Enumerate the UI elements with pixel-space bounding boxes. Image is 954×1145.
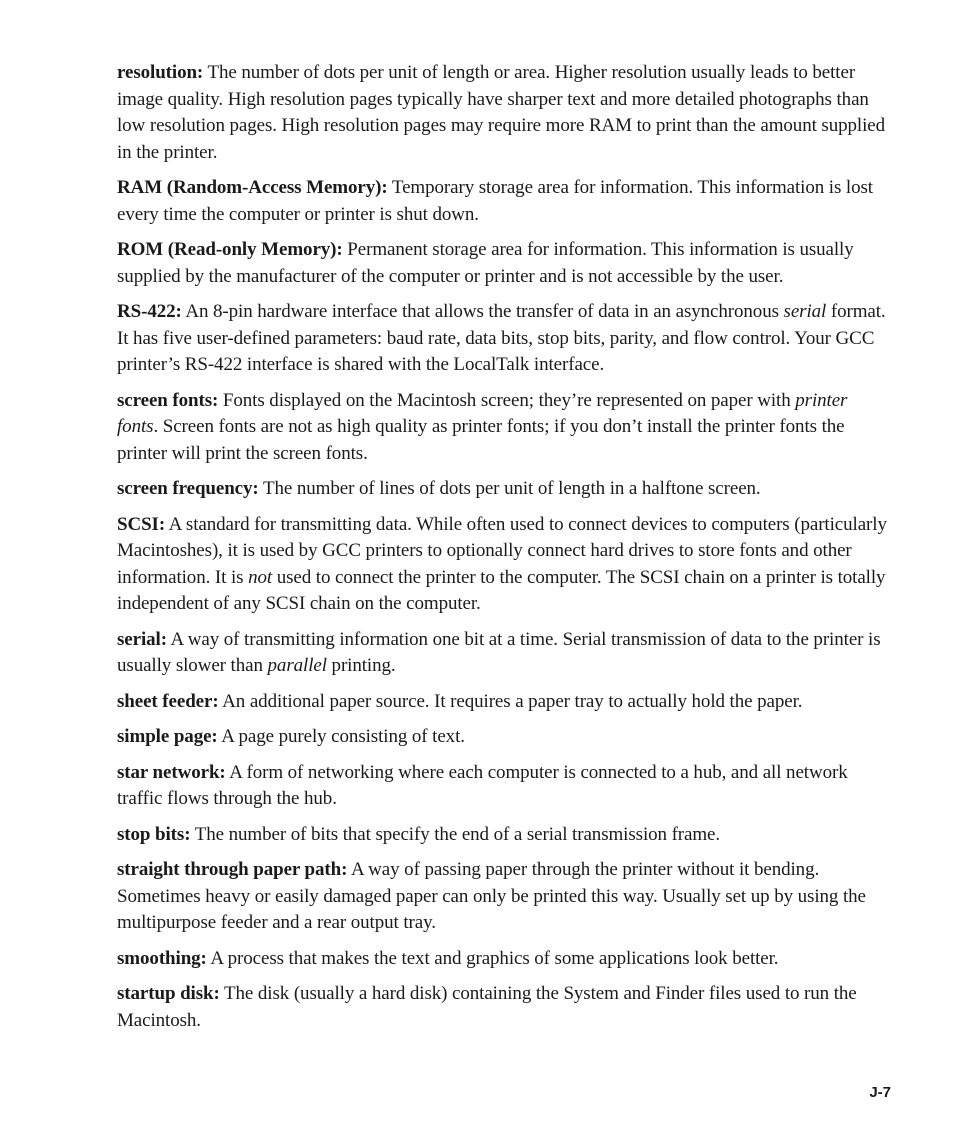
glossary-entry	[117, 822, 892, 849]
emphasized-text: parallel	[267, 655, 327, 676]
glossary-term: serial:	[117, 628, 167, 650]
definition-text: A standard for transmitting data. While often used to connect devices to computers (particularly Macintoshes), it is used by GCC printers to optionally connect hard drives to store fonts and other information. It is	[117, 513, 887, 588]
glossary-entry	[117, 237, 892, 290]
definition-text: . Screen fonts are not as high quality as printer fonts; if you don’t install the printer fonts the printer will print the screen fonts.	[117, 416, 845, 464]
glossary-entry	[117, 175, 892, 228]
definition-text: An additional paper source. It requires a paper tray to actually hold the paper.	[218, 690, 803, 712]
glossary-entry	[117, 388, 892, 468]
glossary-entry	[117, 724, 892, 751]
glossary-entry	[117, 60, 892, 166]
definition-text: Permanent storage area for information. This information is usually supplied by the manufacturer of the computer or printer and is not accessible by the user.	[117, 239, 854, 287]
glossary-term: ROM (Read-only Memory):	[117, 239, 343, 260]
glossary-entry	[117, 627, 892, 680]
glossary-entry	[117, 476, 892, 503]
definition-text: format. It has five user-defined parameters: baud rate, data bits, stop bits, parity, and flow control. Your GCC printer’s RS-422 interface is shared with the LocalTalk interface.	[117, 301, 886, 375]
glossary-entry	[117, 689, 892, 716]
glossary-entry	[117, 857, 892, 937]
definition-text: Fonts displayed on the Macintosh screen; they’re represented on paper with	[218, 389, 796, 411]
definition-text: printing.	[326, 655, 396, 676]
glossary-entry	[117, 299, 892, 379]
definition-text: An 8-pin hardware interface that allows the transfer of data in an asynchronous	[181, 301, 784, 322]
glossary-term: resolution:	[117, 62, 204, 83]
definition-text: A way of transmitting information one bit at a time. Serial transmission of data to the printer is usually slower than	[117, 628, 881, 676]
glossary-term: SCSI:	[117, 513, 166, 535]
glossary-term: smoothing:	[117, 947, 207, 969]
definition-text: The number of lines of dots per unit of length in a halftone screen.	[258, 478, 761, 499]
glossary-term: RAM (Random-Access Memory):	[117, 177, 388, 198]
emphasized-text: not	[248, 566, 273, 588]
definition-text: A page purely consisting of text.	[217, 726, 465, 747]
glossary-term: straight through paper path:	[117, 859, 348, 880]
emphasized-text: serial	[783, 301, 827, 322]
glossary-entry	[117, 512, 892, 618]
glossary-term: star network:	[117, 761, 226, 783]
glossary-term: screen fonts:	[117, 389, 219, 411]
definition-text: A process that makes the text and graphics of some applications look better.	[206, 947, 779, 969]
definition-text: The number of bits that specify the end of a serial transmission frame.	[190, 823, 721, 845]
glossary-term: startup disk:	[117, 983, 220, 1004]
definition-text: A form of networking where each computer is connected to a hub, and all network traffic flows through the hub.	[117, 761, 848, 809]
glossary-term: sheet feeder:	[117, 690, 219, 712]
emphasized-text: printer fonts	[117, 389, 848, 437]
definition-text: The number of dots per unit of length or area. Higher resolution usually leads to better image quality. High resolution pages typically have sharper text and more detailed photographs than low resolution pages. High resolution pages may require more RAM to print than the amount supplied in the printer.	[117, 62, 886, 163]
glossary-term: stop bits:	[117, 823, 191, 845]
definition-text: used to connect the printer to the computer. The SCSI chain on a printer is totally independent of any SCSI chain on the computer.	[117, 566, 886, 614]
definition-text: The disk (usually a hard disk) containing the System and Finder files used to run the Macintosh.	[117, 983, 857, 1031]
glossary-entry	[117, 946, 892, 973]
glossary-list	[117, 60, 892, 1043]
glossary-term: RS-422:	[117, 301, 182, 322]
page-number: J-7	[869, 1084, 891, 1101]
glossary-term: simple page:	[117, 726, 218, 747]
glossary-term: screen frequency:	[117, 478, 259, 499]
glossary-entry	[117, 760, 892, 813]
definition-text: A way of passing paper through the printer without it bending. Sometimes heavy or easily damaged paper can only be printed this way. Usually set up by using the multipurpose feeder and a rear output tray.	[117, 859, 866, 933]
glossary-entry	[117, 981, 892, 1034]
definition-text: Temporary storage area for information. This information is lost every time the computer or printer is shut down.	[117, 177, 873, 225]
